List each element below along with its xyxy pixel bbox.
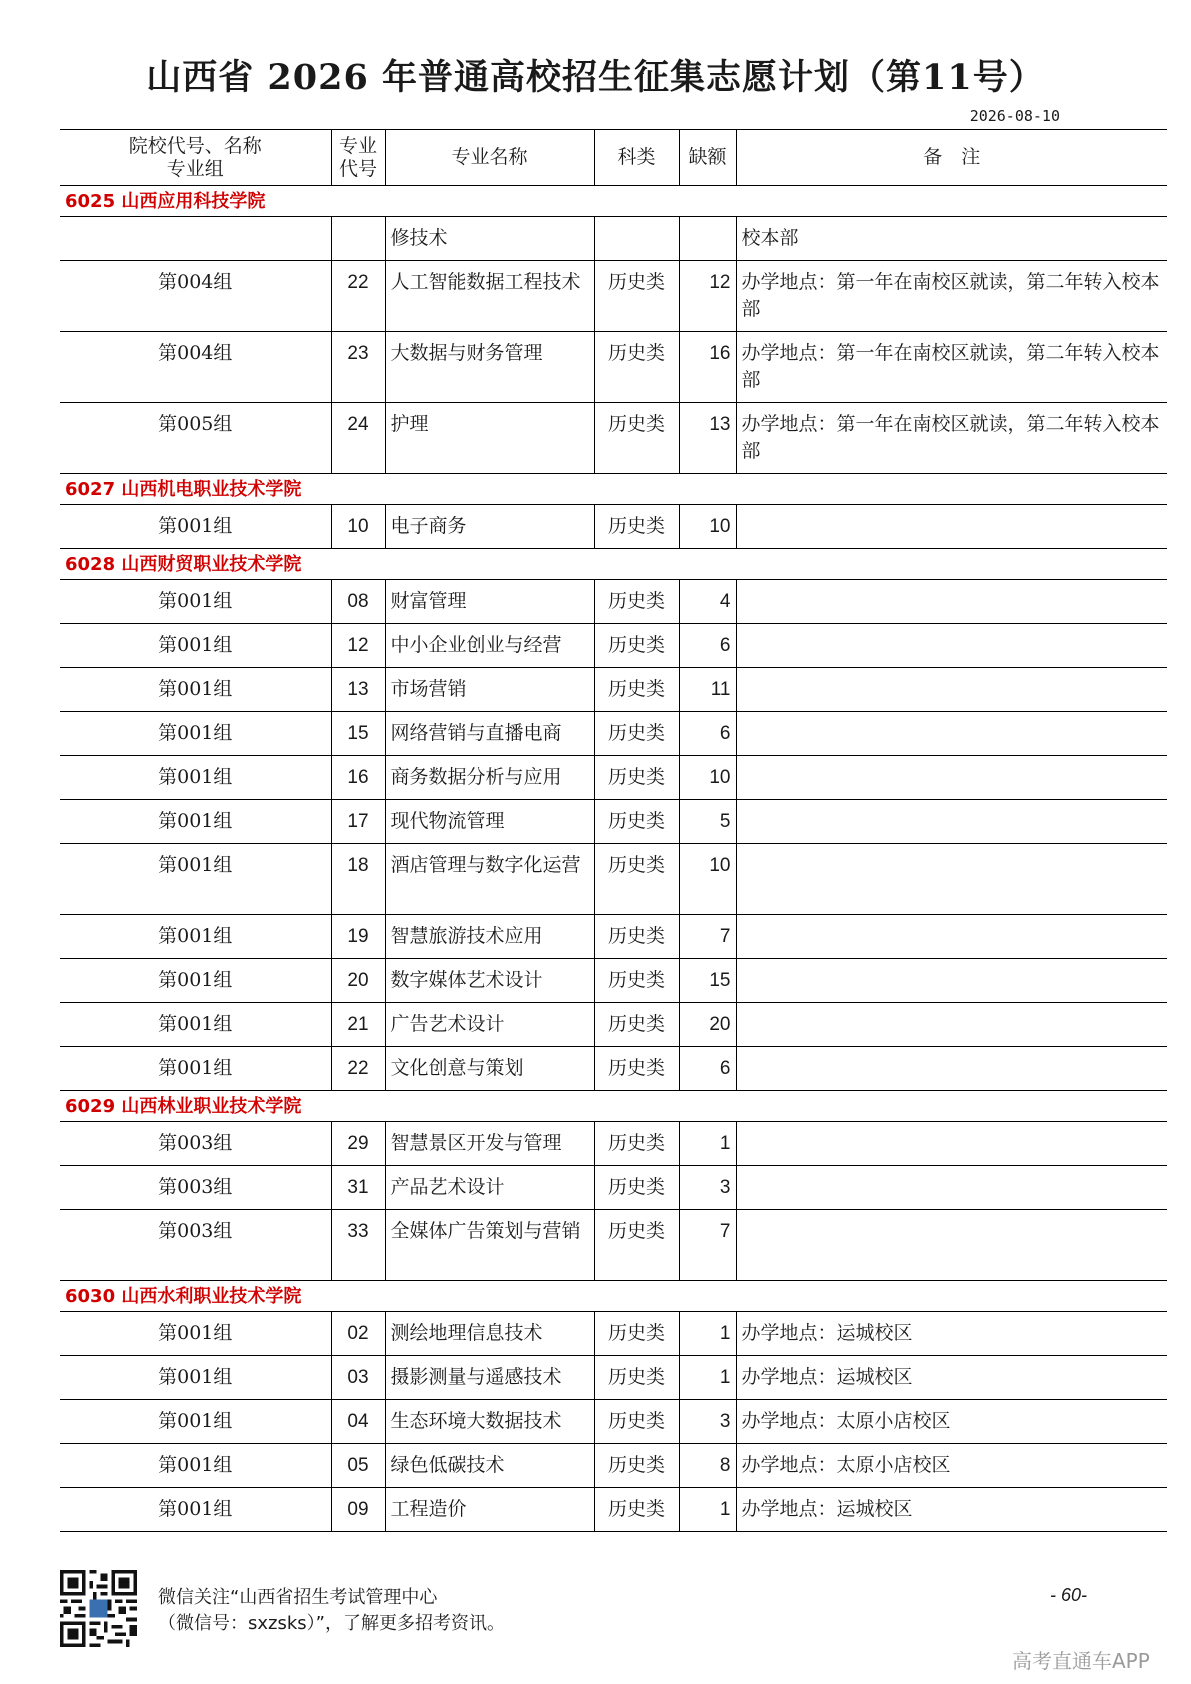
header-major-code: 专业 代号	[331, 130, 385, 186]
table-row	[60, 668, 1167, 712]
school-name: 6029 山西林业职业技术学院	[60, 1091, 1167, 1122]
remark-cell: 办学地点：太原小店校区	[736, 1444, 1167, 1488]
table-row	[60, 1166, 1167, 1210]
remark-cell	[736, 1047, 1167, 1091]
group-cell: 第001组	[60, 712, 331, 756]
subject-cell: 历史类	[594, 1003, 679, 1047]
footer-line-2: （微信号：sxzsks）”，了解更多招考资讯。	[158, 1613, 505, 1634]
table-row	[60, 844, 1167, 915]
major-code-cell: 20	[331, 959, 385, 1003]
group-cell: 第001组	[60, 1312, 331, 1356]
remark-cell: 办学地点：第一年在南校区就读，第二年转入校本部	[736, 261, 1167, 332]
school-header-row	[60, 474, 1167, 505]
subject-cell: 历史类	[594, 1210, 679, 1281]
table-row	[60, 1122, 1167, 1166]
subject-cell: 历史类	[594, 756, 679, 800]
vacancy-count-cell: 11	[679, 668, 736, 712]
remark-cell: 办学地点：运城校区	[736, 1312, 1167, 1356]
major-code-cell: 16	[331, 756, 385, 800]
vacancy-count-cell: 7	[679, 1210, 736, 1281]
subject-cell: 历史类	[594, 915, 679, 959]
subject-cell: 历史类	[594, 844, 679, 915]
major-name-cell: 市场营销	[385, 668, 594, 712]
major-code-cell: 05	[331, 1444, 385, 1488]
school-name: 6025 山西应用科技学院	[60, 186, 1167, 217]
header-vacancies: 缺额	[679, 130, 736, 186]
table-row	[60, 1488, 1167, 1532]
remark-cell	[736, 1166, 1167, 1210]
subject-cell: 历史类	[594, 712, 679, 756]
group-cell: 第001组	[60, 915, 331, 959]
table-row	[60, 1312, 1167, 1356]
subject-cell: 历史类	[594, 1400, 679, 1444]
subject-cell	[594, 217, 679, 261]
vacancy-count-cell: 1	[679, 1356, 736, 1400]
school-name: 6028 山西财贸职业技术学院	[60, 549, 1167, 580]
vacancy-count-cell: 10	[679, 756, 736, 800]
major-code-cell: 03	[331, 1356, 385, 1400]
remark-cell	[736, 844, 1167, 915]
vacancy-count-cell: 15	[679, 959, 736, 1003]
table-row	[60, 712, 1167, 756]
major-name-cell: 电子商务	[385, 505, 594, 549]
major-name-cell: 智慧景区开发与管理	[385, 1122, 594, 1166]
major-name-cell: 人工智能数据工程技术	[385, 261, 594, 332]
subject-cell: 历史类	[594, 403, 679, 474]
remark-cell	[736, 1210, 1167, 1281]
group-cell: 第003组	[60, 1166, 331, 1210]
table-row	[60, 505, 1167, 549]
table-row	[60, 1400, 1167, 1444]
remark-cell	[736, 1122, 1167, 1166]
plan-table	[60, 129, 1167, 1532]
group-cell: 第001组	[60, 668, 331, 712]
page-number: - 60-	[1050, 1585, 1088, 1605]
major-name-cell: 大数据与财务管理	[385, 332, 594, 403]
remark-cell: 校本部	[736, 217, 1167, 261]
school-header-row	[60, 549, 1167, 580]
header-remarks: 备 注	[736, 130, 1167, 186]
table-row	[60, 1444, 1167, 1488]
major-name-cell: 文化创意与策划	[385, 1047, 594, 1091]
major-code-cell: 04	[331, 1400, 385, 1444]
major-code-cell: 24	[331, 403, 385, 474]
group-cell: 第004组	[60, 332, 331, 403]
remark-cell: 办学地点：第一年在南校区就读，第二年转入校本部	[736, 403, 1167, 474]
group-cell: 第001组	[60, 1003, 331, 1047]
publish-date: 2026-08-10	[969, 107, 1060, 125]
group-cell	[60, 217, 331, 261]
subject-cell: 历史类	[594, 959, 679, 1003]
subject-cell: 历史类	[594, 1047, 679, 1091]
subject-cell: 历史类	[594, 668, 679, 712]
group-cell: 第001组	[60, 756, 331, 800]
major-code-cell: 19	[331, 915, 385, 959]
remark-cell	[736, 959, 1167, 1003]
vacancy-count-cell: 1	[679, 1312, 736, 1356]
vacancy-count-cell: 10	[679, 505, 736, 549]
major-code-cell: 09	[331, 1488, 385, 1532]
major-name-cell: 中小企业创业与经营	[385, 624, 594, 668]
major-code-cell: 22	[331, 261, 385, 332]
subject-cell: 历史类	[594, 261, 679, 332]
header-subject: 科类	[594, 130, 679, 186]
table-row	[60, 580, 1167, 624]
table-row	[60, 756, 1167, 800]
table-row	[60, 1003, 1167, 1047]
major-code-cell	[331, 217, 385, 261]
vacancy-count-cell: 3	[679, 1166, 736, 1210]
major-name-cell: 商务数据分析与应用	[385, 756, 594, 800]
vacancy-count-cell: 6	[679, 1047, 736, 1091]
major-code-cell: 33	[331, 1210, 385, 1281]
subject-cell: 历史类	[594, 1488, 679, 1532]
subject-cell: 历史类	[594, 332, 679, 403]
vacancy-count-cell: 8	[679, 1444, 736, 1488]
watermark: 高考直通车APP	[1012, 1649, 1150, 1673]
major-name-cell: 修技术	[385, 217, 594, 261]
table-row	[60, 800, 1167, 844]
header-major-name: 专业名称	[385, 130, 594, 186]
subject-cell: 历史类	[594, 505, 679, 549]
group-cell: 第001组	[60, 1444, 331, 1488]
vacancy-count-cell: 1	[679, 1488, 736, 1532]
remark-cell	[736, 800, 1167, 844]
page-title: 山西省 2026 年普通高校招生征集志愿计划（第11号）	[146, 57, 1045, 98]
major-name-cell: 全媒体广告策划与营销	[385, 1210, 594, 1281]
vacancy-count-cell: 4	[679, 580, 736, 624]
vacancy-count-cell: 12	[679, 261, 736, 332]
remark-cell	[736, 624, 1167, 668]
major-code-cell: 02	[331, 1312, 385, 1356]
vacancy-count-cell: 6	[679, 624, 736, 668]
vacancy-count-cell: 1	[679, 1122, 736, 1166]
qr-code-icon	[60, 1570, 137, 1647]
major-name-cell: 护理	[385, 403, 594, 474]
table-row	[60, 624, 1167, 668]
vacancy-count-cell: 13	[679, 403, 736, 474]
group-cell: 第001组	[60, 1356, 331, 1400]
major-name-cell: 绿色低碳技术	[385, 1444, 594, 1488]
subject-cell: 历史类	[594, 800, 679, 844]
table-row	[60, 915, 1167, 959]
major-name-cell: 现代物流管理	[385, 800, 594, 844]
major-code-cell: 21	[331, 1003, 385, 1047]
subject-cell: 历史类	[594, 624, 679, 668]
group-cell: 第001组	[60, 505, 331, 549]
group-cell: 第003组	[60, 1210, 331, 1281]
major-name-cell: 广告艺术设计	[385, 1003, 594, 1047]
remark-cell	[736, 712, 1167, 756]
header-college: 院校代号、名称 专业组	[60, 130, 331, 186]
major-name-cell: 财富管理	[385, 580, 594, 624]
major-name-cell: 测绘地理信息技术	[385, 1312, 594, 1356]
major-code-cell: 18	[331, 844, 385, 915]
footer-line-1: 微信关注“山西省招生考试管理中心	[158, 1587, 438, 1608]
major-name-cell: 摄影测量与遥感技术	[385, 1356, 594, 1400]
major-name-cell: 生态环境大数据技术	[385, 1400, 594, 1444]
table-row	[60, 217, 1167, 261]
major-name-cell: 网络营销与直播电商	[385, 712, 594, 756]
major-code-cell: 22	[331, 1047, 385, 1091]
major-name-cell: 工程造价	[385, 1488, 594, 1532]
group-cell: 第001组	[60, 959, 331, 1003]
group-cell: 第001组	[60, 624, 331, 668]
major-code-cell: 17	[331, 800, 385, 844]
vacancy-count-cell: 16	[679, 332, 736, 403]
remark-cell: 办学地点：太原小店校区	[736, 1400, 1167, 1444]
school-name: 6027 山西机电职业技术学院	[60, 474, 1167, 505]
subject-cell: 历史类	[594, 1312, 679, 1356]
major-code-cell: 08	[331, 580, 385, 624]
plan-table-body	[60, 186, 1167, 1532]
remark-cell	[736, 580, 1167, 624]
group-cell: 第005组	[60, 403, 331, 474]
subject-cell: 历史类	[594, 1166, 679, 1210]
major-code-cell: 29	[331, 1122, 385, 1166]
group-cell: 第001组	[60, 844, 331, 915]
table-row	[60, 1047, 1167, 1091]
vacancy-count-cell: 10	[679, 844, 736, 915]
major-code-cell: 31	[331, 1166, 385, 1210]
school-name: 6030 山西水利职业技术学院	[60, 1281, 1167, 1312]
major-name-cell: 产品艺术设计	[385, 1166, 594, 1210]
vacancy-count-cell: 20	[679, 1003, 736, 1047]
major-name-cell: 智慧旅游技术应用	[385, 915, 594, 959]
remark-cell	[736, 668, 1167, 712]
table-row	[60, 1356, 1167, 1400]
subject-cell: 历史类	[594, 580, 679, 624]
major-name-cell: 酒店管理与数字化运营	[385, 844, 594, 915]
group-cell: 第003组	[60, 1122, 331, 1166]
major-code-cell: 13	[331, 668, 385, 712]
school-header-row	[60, 1091, 1167, 1122]
remark-cell	[736, 505, 1167, 549]
vacancy-count-cell: 5	[679, 800, 736, 844]
remark-cell: 办学地点：运城校区	[736, 1488, 1167, 1532]
major-code-cell: 10	[331, 505, 385, 549]
table-row	[60, 332, 1167, 403]
remark-cell	[736, 915, 1167, 959]
school-header-row	[60, 186, 1167, 217]
group-cell: 第001组	[60, 1488, 331, 1532]
major-name-cell: 数字媒体艺术设计	[385, 959, 594, 1003]
remark-cell: 办学地点：运城校区	[736, 1356, 1167, 1400]
vacancy-count-cell: 3	[679, 1400, 736, 1444]
major-code-cell: 15	[331, 712, 385, 756]
group-cell: 第001组	[60, 1047, 331, 1091]
vacancy-count-cell: 7	[679, 915, 736, 959]
table-row	[60, 403, 1167, 474]
table-row	[60, 1210, 1167, 1281]
remark-cell: 办学地点：第一年在南校区就读，第二年转入校本部	[736, 332, 1167, 403]
table-row	[60, 959, 1167, 1003]
school-header-row	[60, 1281, 1167, 1312]
footer-note	[158, 1585, 505, 1637]
group-cell: 第004组	[60, 261, 331, 332]
subject-cell: 历史类	[594, 1122, 679, 1166]
remark-cell	[736, 756, 1167, 800]
group-cell: 第001组	[60, 1400, 331, 1444]
group-cell: 第001组	[60, 580, 331, 624]
group-cell: 第001组	[60, 800, 331, 844]
remark-cell	[736, 1003, 1167, 1047]
table-header-row	[60, 130, 1167, 186]
table-row	[60, 261, 1167, 332]
subject-cell: 历史类	[594, 1444, 679, 1488]
vacancy-count-cell: 6	[679, 712, 736, 756]
subject-cell: 历史类	[594, 1356, 679, 1400]
major-code-cell: 12	[331, 624, 385, 668]
vacancy-count-cell	[679, 217, 736, 261]
major-code-cell: 23	[331, 332, 385, 403]
